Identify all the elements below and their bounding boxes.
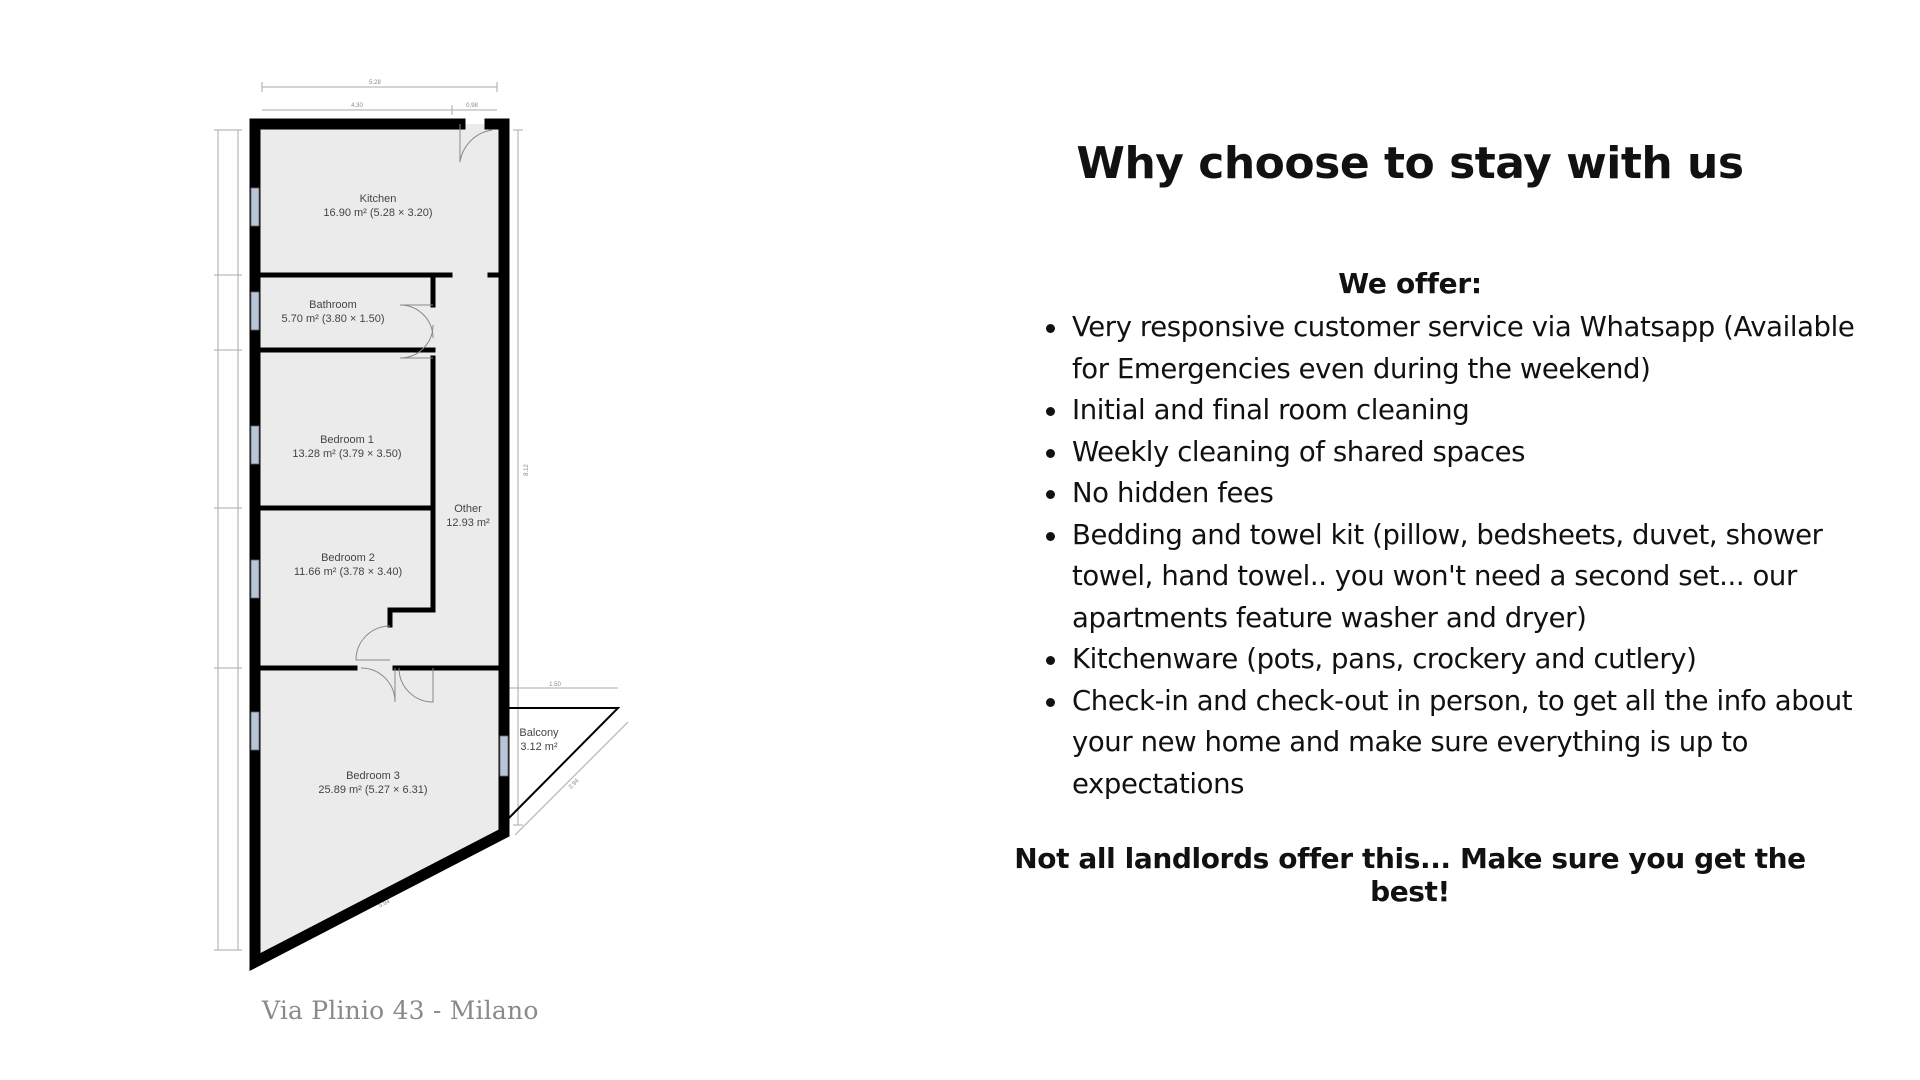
room-name-bedroom-2: Bedroom 2 xyxy=(321,552,375,564)
apartment-floor xyxy=(255,124,504,962)
offer-heading: We offer: xyxy=(1338,267,1482,300)
offer-item: Kitchenware (pots, pans, crockery and cutlery) xyxy=(1072,639,1872,681)
dim-balcony-top: 1.50 xyxy=(549,682,561,688)
offer-item: Bedding and towel kit (pillow, bedsheets, duvet, shower towel, hand towel.. you won't need a second set... our apartments feature washer and dryer) xyxy=(1072,515,1872,640)
room-name-bedroom-3: Bedroom 3 xyxy=(346,770,400,782)
dim-bottom-diagonal: 5.94 xyxy=(377,898,392,910)
floor-plan xyxy=(0,0,760,1080)
info-panel xyxy=(990,0,1855,1080)
room-area-other: 12.93 m² xyxy=(446,517,490,529)
room-name-balcony: Balcony xyxy=(519,727,559,739)
room-area-bedroom-1: 13.28 m² (3.79 × 3.50) xyxy=(292,448,402,460)
room-area-bedroom-2: 11.66 m² (3.78 × 3.40) xyxy=(293,566,403,578)
offer-item: No hidden fees xyxy=(1072,473,1872,515)
room-area-balcony: 3.12 m² xyxy=(520,741,558,753)
dim-right-side: 8.12 xyxy=(524,464,530,476)
room-name-bathroom: Bathroom xyxy=(309,299,357,311)
page-title: Why choose to stay with us xyxy=(1076,138,1744,189)
dim-top-right: 0.98 xyxy=(466,103,478,109)
closing-statement: Not all landlords offer this... Make sure you get the best! xyxy=(1014,842,1806,908)
room-area-bedroom-3: 25.89 m² (5.27 × 6.31) xyxy=(318,784,428,796)
dim-top-left: 4.30 xyxy=(351,103,363,109)
room-name-other: Other xyxy=(454,503,482,515)
property-address: Via Plinio 43 - Milano xyxy=(262,996,539,1025)
dim-top-total: 5.28 xyxy=(369,80,381,86)
offer-item: Initial and final room cleaning xyxy=(1072,390,1872,432)
room-area-kitchen: 16.90 m² (5.28 × 3.20) xyxy=(323,207,433,219)
offer-item: Weekly cleaning of shared spaces xyxy=(1072,432,1872,474)
room-name-kitchen: Kitchen xyxy=(359,193,397,205)
room-name-bedroom-1: Bedroom 1 xyxy=(320,434,374,446)
offer-list xyxy=(1030,307,1872,805)
room-area-bathroom: 5.70 m² (3.80 × 1.50) xyxy=(281,313,385,325)
offer-item: Check-in and check-out in person, to get all the info about your new home and make sure everything is up to expectations xyxy=(1072,681,1872,806)
dim-balcony-side: 2.94 xyxy=(568,778,581,791)
offer-item: Very responsive customer service via Whatsapp (Available for Emergencies even during the weekend) xyxy=(1072,307,1872,390)
